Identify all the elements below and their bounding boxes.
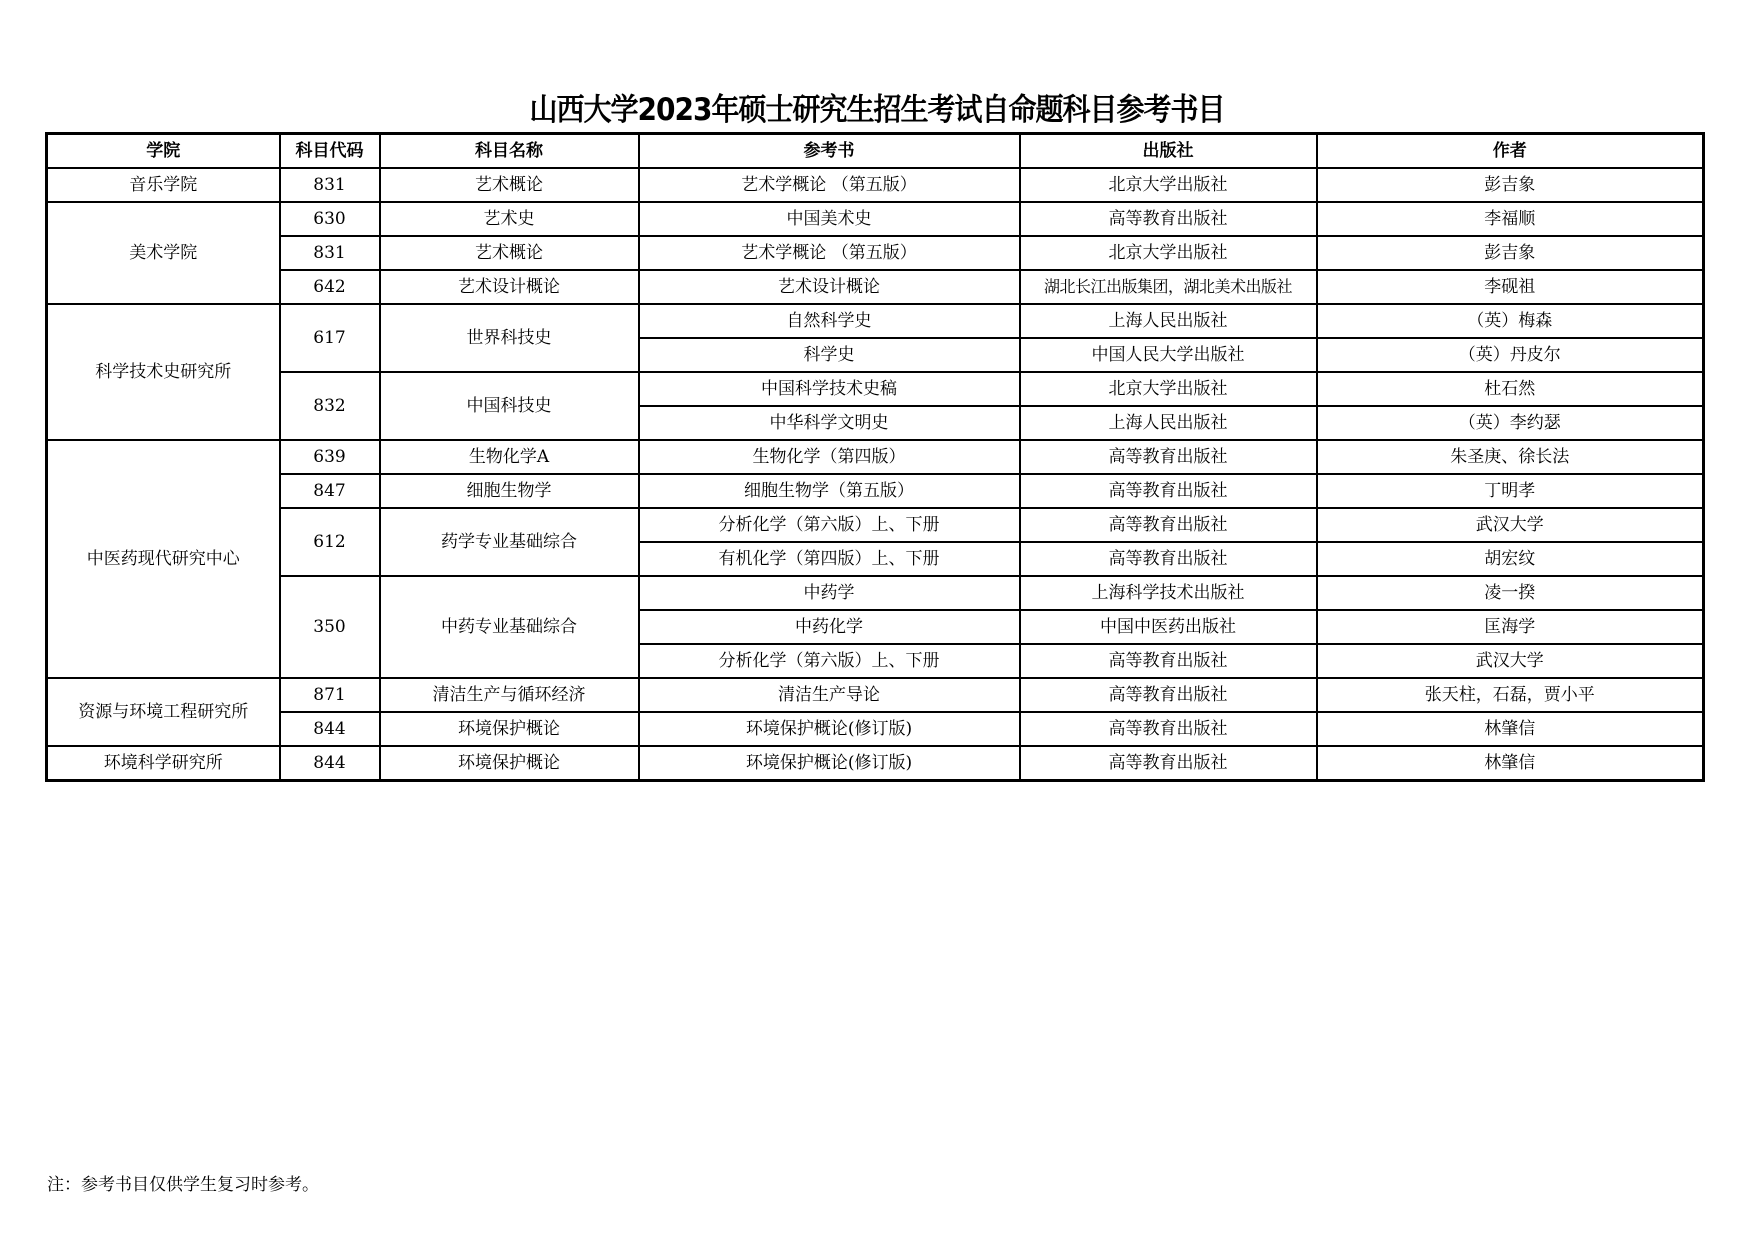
subject-code-cell: 831 [280, 168, 380, 202]
college-cell: 环境科学研究所 [47, 746, 280, 781]
book-title-cell: 艺术学概论 （第五版） [639, 236, 1020, 270]
subject-name-cell: 环境保护概论 [380, 746, 639, 781]
table-row [47, 576, 1704, 610]
author-cell: 武汉大学 [1317, 644, 1704, 678]
book-title-cell: 艺术设计概论 [639, 270, 1020, 304]
subject-code-cell: 871 [280, 678, 380, 712]
table-row [47, 168, 1704, 202]
book-title-cell: 环境保护概论(修订版) [639, 746, 1020, 781]
subject-name-cell: 中国科技史 [380, 372, 639, 440]
subject-name-cell: 世界科技史 [380, 304, 639, 372]
publisher-cell: 高等教育出版社 [1020, 508, 1317, 542]
publisher-cell: 上海科学技术出版社 [1020, 576, 1317, 610]
table-row [47, 746, 1704, 781]
author-cell: 张天柱，石磊，贾小平 [1317, 678, 1704, 712]
header-subject-name: 科目名称 [380, 134, 639, 169]
book-title-cell: 有机化学（第四版）上、下册 [639, 542, 1020, 576]
subject-code-cell: 832 [280, 372, 380, 440]
book-title-cell: 细胞生物学（第五版） [639, 474, 1020, 508]
subject-name-cell: 艺术史 [380, 202, 639, 236]
table-row [47, 508, 1704, 542]
subject-name-cell: 药学专业基础综合 [380, 508, 639, 576]
publisher-cell: 上海人民出版社 [1020, 304, 1317, 338]
author-cell: 林肇信 [1317, 712, 1704, 746]
book-title-cell: 中药学 [639, 576, 1020, 610]
book-title-cell: 分析化学（第六版）上、下册 [639, 644, 1020, 678]
header-author: 作者 [1317, 134, 1704, 169]
publisher-cell: 高等教育出版社 [1020, 474, 1317, 508]
subject-code-cell: 831 [280, 236, 380, 270]
table-header-row [47, 134, 1704, 169]
publisher-cell: 中国人民大学出版社 [1020, 338, 1317, 372]
table-row [47, 474, 1704, 508]
author-cell: （英）李约瑟 [1317, 406, 1704, 440]
subject-name-cell: 生物化学A [380, 440, 639, 474]
publisher-cell: 高等教育出版社 [1020, 746, 1317, 781]
publisher-cell: 高等教育出版社 [1020, 202, 1317, 236]
table-row [47, 202, 1704, 236]
reference-book-table [45, 132, 1705, 782]
publisher-cell: 高等教育出版社 [1020, 678, 1317, 712]
book-title-cell: 生物化学（第四版） [639, 440, 1020, 474]
college-cell: 美术学院 [47, 202, 280, 304]
header-reference-book: 参考书 [639, 134, 1020, 169]
author-cell: 武汉大学 [1317, 508, 1704, 542]
publisher-cell: 北京大学出版社 [1020, 168, 1317, 202]
author-cell: 胡宏纹 [1317, 542, 1704, 576]
header-college: 学院 [47, 134, 280, 169]
author-cell: 朱圣庚、徐长法 [1317, 440, 1704, 474]
subject-code-cell: 847 [280, 474, 380, 508]
table-row [47, 372, 1704, 406]
table-row [47, 712, 1704, 746]
header-publisher: 出版社 [1020, 134, 1317, 169]
book-title-cell: 中国美术史 [639, 202, 1020, 236]
publisher-cell: 湖北长江出版集团，湖北美术出版社 [1020, 270, 1317, 304]
author-cell: 林肇信 [1317, 746, 1704, 781]
book-title-cell: 清洁生产导论 [639, 678, 1020, 712]
subject-name-cell: 艺术设计概论 [380, 270, 639, 304]
footnote: 注：参考书目仅供学生复习时参考。 [47, 1175, 319, 1195]
subject-code-cell: 617 [280, 304, 380, 372]
book-title-cell: 中华科学文明史 [639, 406, 1020, 440]
subject-name-cell: 艺术概论 [380, 236, 639, 270]
table-row [47, 440, 1704, 474]
author-cell: 凌一揆 [1317, 576, 1704, 610]
subject-code-cell: 639 [280, 440, 380, 474]
author-cell: 李砚祖 [1317, 270, 1704, 304]
table-row [47, 236, 1704, 270]
book-title-cell: 中药化学 [639, 610, 1020, 644]
subject-code-cell: 612 [280, 508, 380, 576]
table-row [47, 678, 1704, 712]
table-row [47, 304, 1704, 338]
publisher-cell: 高等教育出版社 [1020, 542, 1317, 576]
author-cell: （英）梅森 [1317, 304, 1704, 338]
college-cell: 资源与环境工程研究所 [47, 678, 280, 746]
subject-code-cell: 844 [280, 746, 380, 781]
publisher-cell: 上海人民出版社 [1020, 406, 1317, 440]
author-cell: 匡海学 [1317, 610, 1704, 644]
document-title: 山西大学2023年硕士研究生招生考试自命题科目参考书目 [529, 91, 1225, 128]
book-title-cell: 自然科学史 [639, 304, 1020, 338]
subject-code-cell: 642 [280, 270, 380, 304]
subject-name-cell: 清洁生产与循环经济 [380, 678, 639, 712]
publisher-cell: 北京大学出版社 [1020, 372, 1317, 406]
subject-name-cell: 艺术概论 [380, 168, 639, 202]
publisher-cell: 高等教育出版社 [1020, 712, 1317, 746]
subject-code-cell: 350 [280, 576, 380, 678]
subject-name-cell: 中药专业基础综合 [380, 576, 639, 678]
book-title-cell: 中国科学技术史稿 [639, 372, 1020, 406]
college-cell: 科学技术史研究所 [47, 304, 280, 440]
author-cell: 丁明孝 [1317, 474, 1704, 508]
table-row [47, 270, 1704, 304]
header-subject-code: 科目代码 [280, 134, 380, 169]
author-cell: 彭吉象 [1317, 168, 1704, 202]
author-cell: 彭吉象 [1317, 236, 1704, 270]
author-cell: 杜石然 [1317, 372, 1704, 406]
subject-name-cell: 细胞生物学 [380, 474, 639, 508]
college-cell: 中医药现代研究中心 [47, 440, 280, 678]
subject-code-cell: 844 [280, 712, 380, 746]
subject-name-cell: 环境保护概论 [380, 712, 639, 746]
publisher-cell: 高等教育出版社 [1020, 440, 1317, 474]
publisher-cell: 高等教育出版社 [1020, 644, 1317, 678]
author-cell: 李福顺 [1317, 202, 1704, 236]
book-title-cell: 科学史 [639, 338, 1020, 372]
book-title-cell: 环境保护概论(修订版) [639, 712, 1020, 746]
college-cell: 音乐学院 [47, 168, 280, 202]
subject-code-cell: 630 [280, 202, 380, 236]
book-title-cell: 分析化学（第六版）上、下册 [639, 508, 1020, 542]
author-cell: （英）丹皮尔 [1317, 338, 1704, 372]
book-title-cell: 艺术学概论 （第五版） [639, 168, 1020, 202]
publisher-cell: 北京大学出版社 [1020, 236, 1317, 270]
publisher-cell: 中国中医药出版社 [1020, 610, 1317, 644]
